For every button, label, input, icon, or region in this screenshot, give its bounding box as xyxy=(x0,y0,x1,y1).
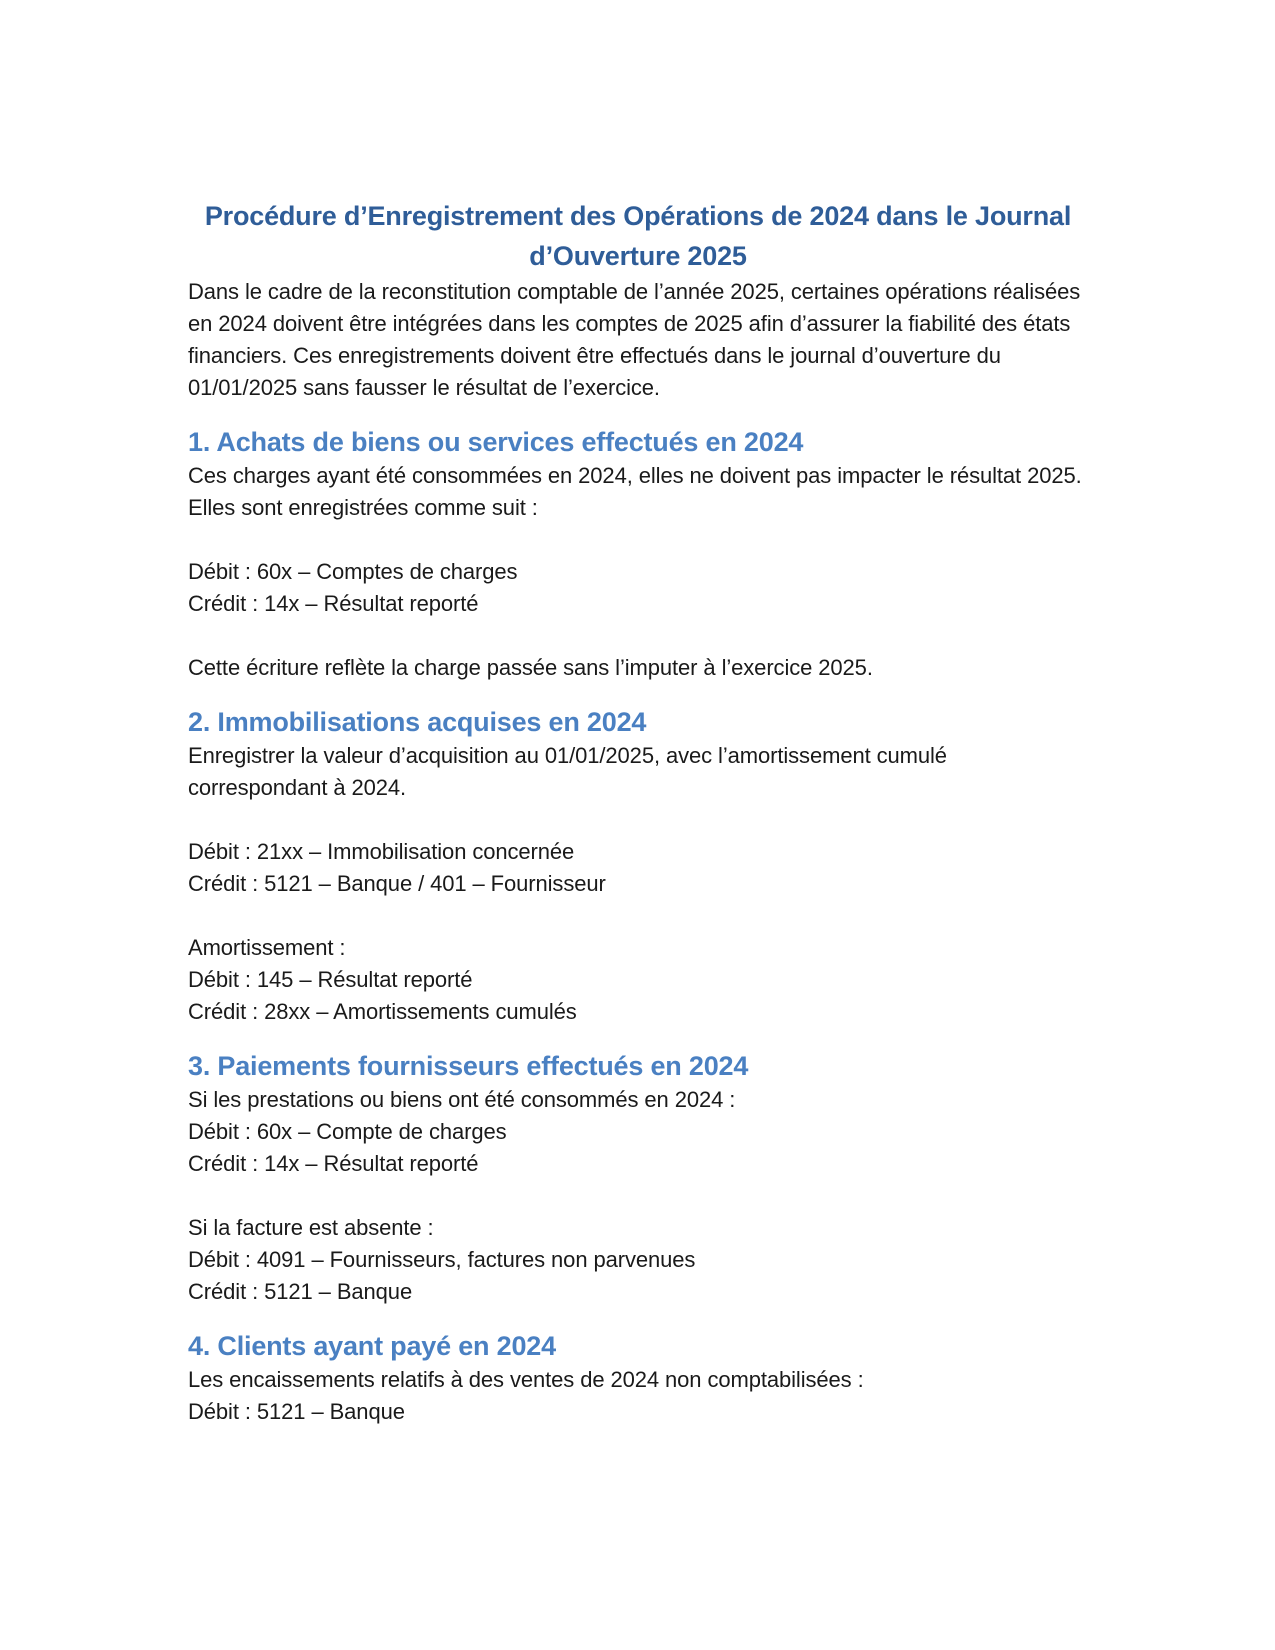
spacer xyxy=(188,524,1088,556)
amortization-debit-line: Débit : 145 – Résultat reporté xyxy=(188,967,473,992)
credit-line: Crédit : 14x – Résultat reporté xyxy=(188,1151,479,1176)
section-heading: 2. Immobilisations acquises en 2024 xyxy=(188,707,647,737)
section-2 xyxy=(188,704,1088,1028)
debit-line: Débit : 60x – Comptes de charges xyxy=(188,559,518,584)
credit-line: Crédit : 5121 – Banque / 401 – Fournisseur xyxy=(188,871,606,896)
section-heading: 4. Clients ayant payé en 2024 xyxy=(188,1331,556,1361)
amortization-credit-line: Crédit : 28xx – Amortissements cumulés xyxy=(188,999,577,1024)
spacer xyxy=(188,1180,1088,1212)
missing-invoice-debit-line: Débit : 4091 – Fournisseurs, factures non parvenues xyxy=(188,1247,696,1272)
intro-paragraph: Dans le cadre de la reconstitution comptable de l’année 2025, certaines opérations réalisées en 2024 doivent être intégrées dans les comptes de 2025 afin d’assurer la fiabilité des états financiers. Ces enregistrements doivent être effectués dans le journal d’ouverture du 01/01/2025 sans fausser le résultat de l’exercice. xyxy=(188,279,1081,400)
debit-line: Débit : 60x – Compte de charges xyxy=(188,1119,507,1144)
debit-line: Débit : 21xx – Immobilisation concernée xyxy=(188,839,575,864)
spacer xyxy=(188,900,1088,932)
section-3 xyxy=(188,1048,1088,1308)
section-text: Ces charges ayant été consommées en 2024, elles ne doivent pas impacter le résultat 2025. Elles sont enregistrées comme suit : xyxy=(188,463,1082,520)
document-title: Procédure d’Enregistrement des Opérations de 2024 dans le Journal d’Ouverture 2025 xyxy=(204,201,1072,271)
section-heading: 3. Paiements fournisseurs effectués en 2024 xyxy=(188,1051,749,1081)
section-text: Les encaissements relatifs à des ventes de 2024 non comptabilisées : xyxy=(188,1367,864,1392)
section-note: Cette écriture reflète la charge passée sans l’imputer à l’exercice 2025. xyxy=(188,655,873,680)
spacer xyxy=(188,804,1088,836)
section-text: Si les prestations ou biens ont été consommés en 2024 : xyxy=(188,1087,736,1112)
debit-line: Débit : 5121 – Banque xyxy=(188,1399,405,1424)
amortization-label: Amortissement : xyxy=(188,935,346,960)
section-heading: 1. Achats de biens ou services effectués en 2024 xyxy=(188,427,804,457)
credit-line: Crédit : 14x – Résultat reporté xyxy=(188,591,479,616)
section-1 xyxy=(188,424,1088,684)
missing-invoice-label: Si la facture est absente : xyxy=(188,1215,434,1240)
section-text: Enregistrer la valeur d’acquisition au 01/01/2025, avec l’amortissement cumulé correspondant à 2024. xyxy=(188,743,947,800)
section-4 xyxy=(188,1328,1088,1428)
missing-invoice-credit-line: Crédit : 5121 – Banque xyxy=(188,1279,413,1304)
spacer xyxy=(188,620,1088,652)
document-page xyxy=(188,196,1088,1428)
